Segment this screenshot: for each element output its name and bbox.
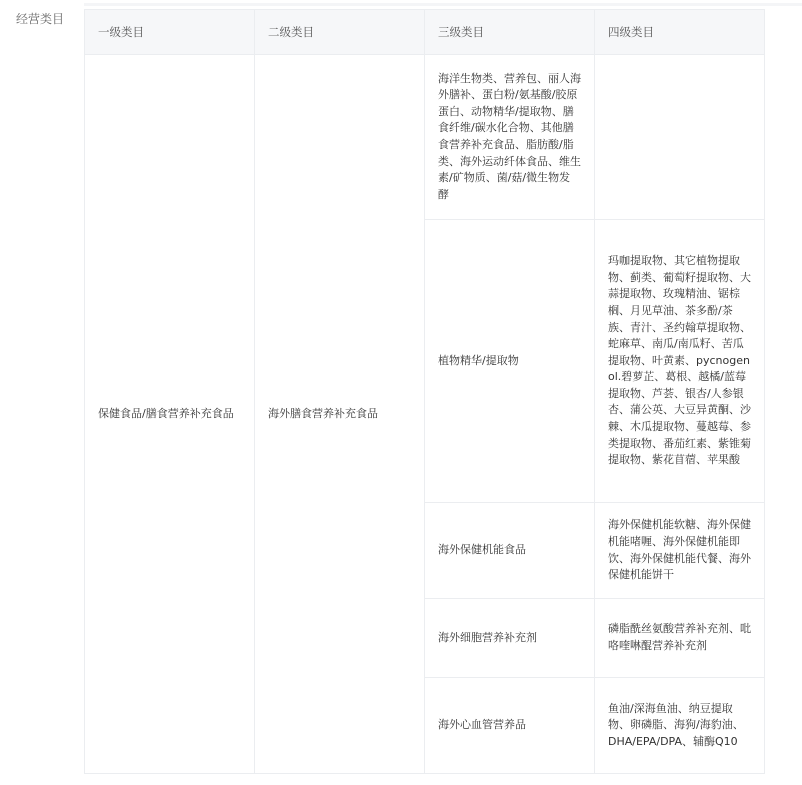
cell-level3: 海洋生物类、营养包、丽人海外膳补、蛋白粉/氨基酸/胶原蛋白、动物精华/提取物、膳食纤维/碳水化合物、其他膳食营养补充食品、脂肪酸/脂类、海外运动纤体食品、维生素/矿物质、菌/菇/微生物发酵: [425, 55, 595, 220]
cell-level4: 鱼油/深海鱼油、纳豆提取物、卵磷脂、海狗/海豹油、DHA/EPA/DPA、辅酶Q10: [595, 678, 765, 774]
table-header-row: [85, 10, 765, 55]
table-row: [85, 55, 765, 220]
category-table: [84, 9, 765, 774]
cell-level4: [595, 55, 765, 220]
header-level4: 四级类目: [595, 10, 765, 55]
cell-level3: 海外保健机能食品: [425, 503, 595, 599]
cell-level3: 植物精华/提取物: [425, 220, 595, 503]
cell-level4: 磷脂酰丝氨酸营养补充剂、吡咯喹啉醌营养补充剂: [595, 599, 765, 678]
cell-level4: 玛咖提取物、其它植物提取物、蓟类、葡萄籽提取物、大蒜提取物、玫瑰精油、锯棕榈、月见草油、茶多酚/茶族、青汁、圣约翰草提取物、蛇麻草、南瓜/南瓜籽、苦瓜提取物、叶黄素、pycnogenol.碧萝芷、葛根、越橘/蓝莓提取物、芦荟、银杏/人参银杏、蒲公英、大豆异黄酮、沙棘、木瓜提取物、蔓越莓、参类提取物、番茄红素、紫锥菊提取物、紫花苜蓿、苹果酸: [595, 220, 765, 503]
cell-level1: 保健食品/膳食营养补充食品: [85, 55, 255, 774]
cell-level4: 海外保健机能软糖、海外保健机能啫喱、海外保健机能即饮、海外保健机能代餐、海外保健机能饼干: [595, 503, 765, 599]
header-level3: 三级类目: [425, 10, 595, 55]
top-divider: [84, 3, 802, 6]
cell-level3: 海外细胞营养补充剂: [425, 599, 595, 678]
cell-level2: 海外膳食营养补充食品: [255, 55, 425, 774]
header-level2: 二级类目: [255, 10, 425, 55]
header-level1: 一级类目: [85, 10, 255, 55]
section-label: 经营类目: [16, 12, 65, 26]
cell-level3: 海外心血管营养品: [425, 678, 595, 774]
